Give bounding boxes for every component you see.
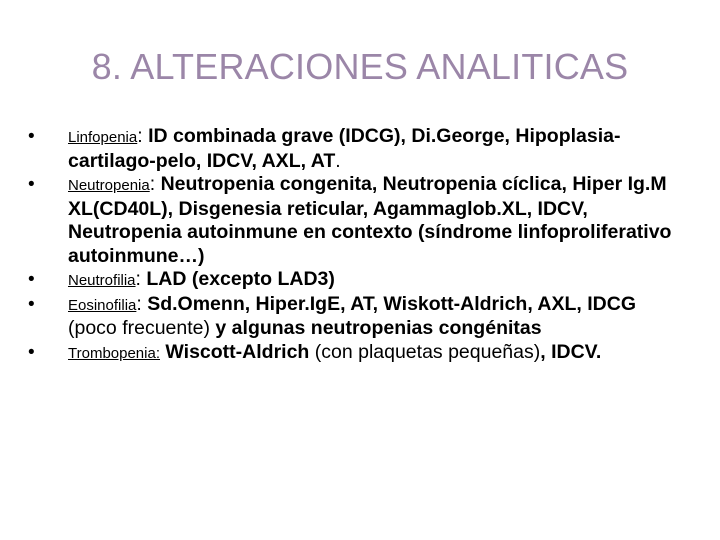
bullet-list <box>28 125 678 365</box>
list-item <box>28 293 678 341</box>
term-label: Trombopenia: <box>68 344 160 362</box>
term-colon: : <box>137 125 143 147</box>
term-label: Neutropenia <box>68 177 150 194</box>
item-text: (poco frecuente) <box>68 317 216 339</box>
term-colon: : <box>135 268 141 290</box>
bullet-dot-icon: • <box>28 126 35 147</box>
term-colon: : <box>149 173 156 195</box>
item-text: ID combinada grave (IDCG), Di.George, Hipoplasia-cartilago-pelo, IDCV, AXL, AT <box>68 125 621 172</box>
term-label: Linfopenia <box>68 129 138 146</box>
item-text: (con plaquetas pequeñas) <box>309 340 541 363</box>
item-text: Neutropenia congenita, Neutropenia cíclica, Hiper Ig.M XL(CD40L), Disgenesia reticular, Agammaglob.XL, IDCV, Neutropenia autoinmune en contexto (síndrome linfoproliferativo autoinmune…) <box>68 173 672 267</box>
item-text: LAD (excepto LAD3) <box>140 268 335 290</box>
list-item <box>28 268 678 293</box>
slide-title: 8. ALTERACIONES ANALITICAS <box>91 46 629 87</box>
item-text: . <box>335 149 341 172</box>
list-item <box>28 341 678 366</box>
list-item <box>28 173 678 268</box>
item-text: , IDCV. <box>540 340 602 363</box>
item-text: Sd.Omenn, Hiper.IgE, AT, Wiskott-Aldrich, AXL, IDCG <box>141 292 637 315</box>
term-label: Eosinofilia <box>68 296 137 314</box>
item-text: Wiscott-Aldrich <box>160 340 310 363</box>
bullet-dot-icon: • <box>28 269 35 290</box>
bullet-dot-icon: • <box>28 293 35 315</box>
term-colon: : <box>136 292 142 315</box>
list-item <box>28 125 678 173</box>
bullet-dot-icon: • <box>28 174 35 195</box>
bullet-dot-icon: • <box>28 341 35 363</box>
item-text: y algunas neutropenias congénitas <box>215 317 542 339</box>
term-label: Neutrofilia <box>68 272 136 289</box>
